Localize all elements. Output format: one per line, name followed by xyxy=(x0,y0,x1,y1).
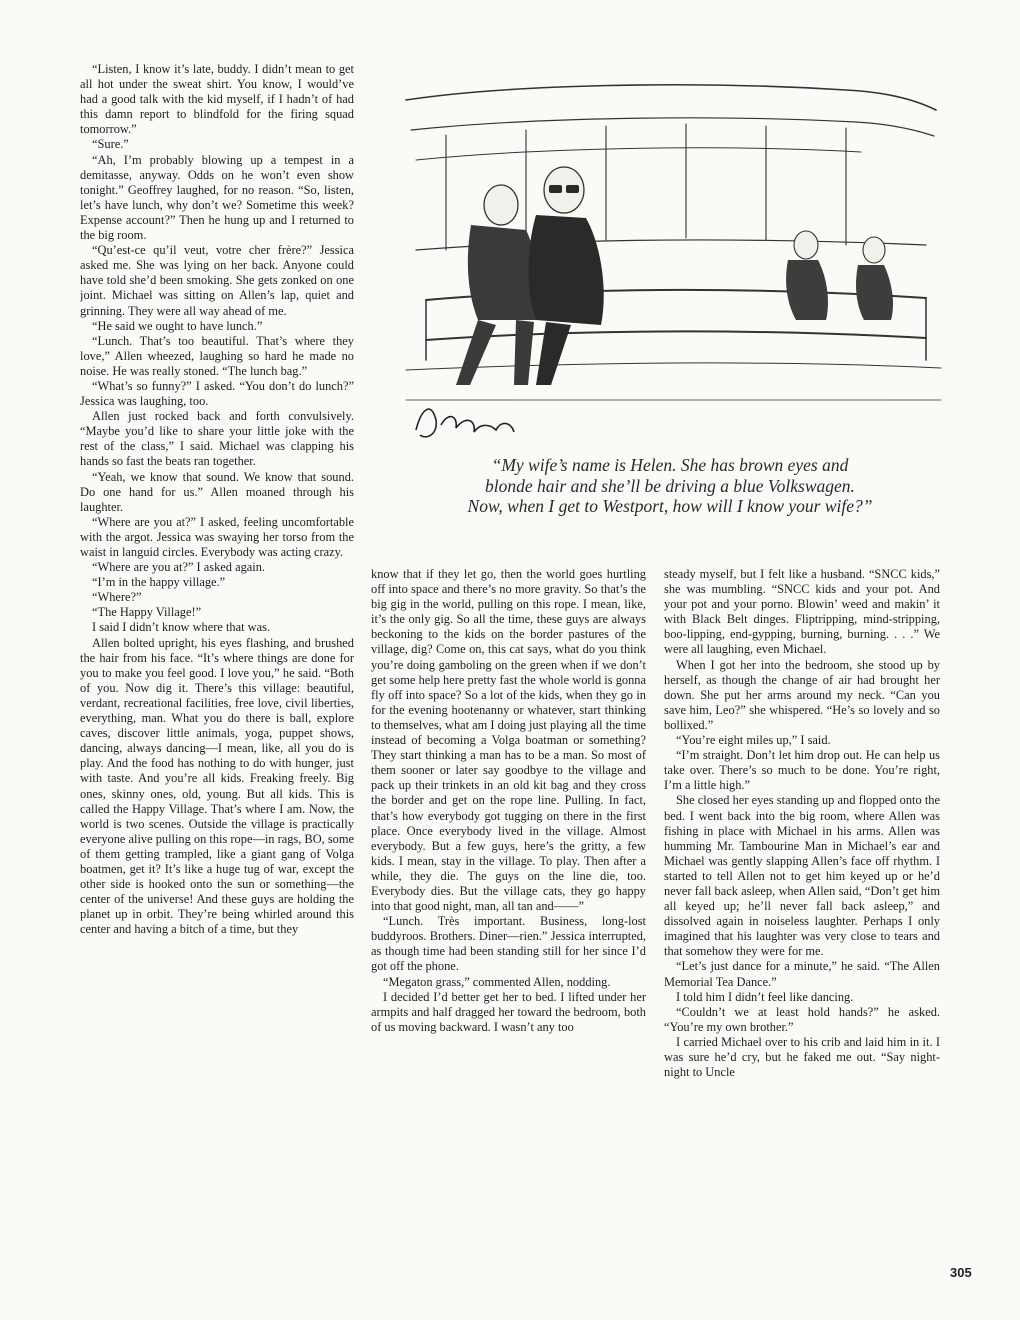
paragraph: “Megaton grass,” commented Allen, nodding. xyxy=(383,974,611,989)
paragraph: When I got her into the bedroom, she stood up by herself, as though the change of air had brought her down. She put her arms around my neck. “Can you save him, Leo?” she whispered. “He’s so lovely and so bollixed.” xyxy=(664,657,940,732)
train-car-drawing xyxy=(386,40,946,460)
paragraph: “Listen, I know it’s late, buddy. I didn’t mean to get all hot under the sweat shirt. You know, I would’ve had a good talk with the kid myself, if I hadn’t of had this damn report to blindfold for the firing squad tomorrow.” xyxy=(80,62,354,137)
caption-line: “My wife’s name is Helen. She has brown eyes and xyxy=(491,455,849,475)
paragraph: “The Happy Village!” xyxy=(92,605,202,620)
paragraph: “Ah, I’m probably blowing up a tempest in a demitasse, anyway. Odds on he won’t even show tonight.” Geoffrey laughed, for no reason. “So, listen, let’s have lunch, why don’t we? Sometime this week? Expense account?” Then he hung up and I returned to the big room. xyxy=(80,152,354,243)
paragraph: “What’s so funny?” I asked. “You don’t do lunch?” Jessica was laughing, too. xyxy=(80,378,354,409)
paragraph: “Let’s just dance for a minute,” he said. “The Allen Memorial Tea Dance.” xyxy=(664,959,940,989)
paragraph: “I’m in the happy village.” xyxy=(92,575,226,590)
paragraph: I decided I’d better get her to bed. I lifted under her armpits and half dragged her toward the bedroom, both of us moving backward. I wasn’t any too xyxy=(371,989,646,1034)
cartoon-caption xyxy=(380,455,960,517)
text-column-left xyxy=(80,62,354,1284)
paragraph: I carried Michael over to his crib and laid him in it. I was sure he’d cry, but he faked me out. “Say night-night to Uncle xyxy=(664,1034,940,1080)
paragraph: I told him I didn’t feel like dancing. xyxy=(676,989,854,1004)
page-number: 305 xyxy=(950,1265,972,1280)
paragraph: Allen bolted upright, his eyes flashing, and brushed the hair from his face. “It’s where things are done for you to make you feel good. I love you,” he said. “Both of you. Now dig it. There’s this village: beautiful, verdant, recreational facilities, free love, civil liberties, everything, man. What you do there is ball, explore caves, discover little animals, yoga, puppet shows, dancing, always dancing—I mean, like, all you do is play. And the food has nothing to do with hunger, just with taste. And you’re all kids. Freaking freely. Big ones, skinny ones, old, young. But all kids. This is called the Happy Village. That’s where I am. Now, the world is two scenes. Outside the village is practically everyone alive pulling on this rope—in rags, BO, some of them getting trampled, like a giant gang of Volga boatmen, get it? It’s like a huge tug of war, except the other side is hooked onto the sun or something—the center of the universe! And these guys are holding the planet up in orbit. They’re being whirled around this center and having a bitch of a time, but they xyxy=(80,635,354,937)
paragraph: “Couldn’t we at least hold hands?” he asked. “You’re my own brother.” xyxy=(664,1004,940,1034)
paragraph: “I’m straight. Don’t let him drop out. He can help us take over. There’s so much to be done. You’re right, I’m a little high.” xyxy=(664,748,940,793)
paragraph: She closed her eyes standing up and flopped onto the bed. I went back into the big room, where Allen was fishing in place with Michael in his arms. Allen was humming Mr. Tambourine Man in Michael’s ear and Michael was gently slapping Allen’s face off rhythm. I started to tell Allen not to get him keyed up or he’d never fall back asleep, when Allen said, “Don’t get him all keyed up; he’ll never fall back asleep,” and dissolved again in noiseless laughter. Perhaps I only imagined that his laughter was very close to tears and that somehow they were for me. xyxy=(664,793,940,959)
paragraph: “Sure.” xyxy=(92,137,129,152)
paragraph: Allen just rocked back and forth convulsively. “Maybe you’d like to share your little joke with the rest of the class,” I said. Michael was clapping his hands so fast the beats ran together. xyxy=(80,409,354,469)
text-column-right xyxy=(664,567,940,1284)
paragraph: “Yeah, we know that sound. We know that sound. Do one hand for us.” Allen moaned through his laughter. xyxy=(80,469,354,514)
paragraph: “Lunch. That’s too beautiful. That’s where they love,” Allen wheezed, laughing so hard he made no noise. He was really stoned. “The lunch bag.” xyxy=(80,333,354,378)
text-column-middle xyxy=(371,567,646,1284)
caption-line: Now, when I get to Westport, how will I know your wife?” xyxy=(467,496,873,516)
artist-signature-mark xyxy=(416,409,514,437)
paragraph: “Qu’est-ce qu’il veut, votre cher frère?” Jessica asked me. She was lying on her back. Anyone could have told she’d been smoking. She gets zonked on one joint. Michael was sitting on Allen’s lap, quiet and grinning. They were all way ahead of me. xyxy=(80,243,354,318)
caption-line: blonde hair and she’ll be driving a blue Volkswagen. xyxy=(485,475,855,496)
paragraph: “Lunch. Très important. Business, long-lost buddyroos. Brothers. Diner—rien.” Jessica interrupted, as though time had been standing still for her since I’d got off the phone. xyxy=(371,914,646,974)
paragraph: “You’re eight miles up,” I said. xyxy=(676,733,831,748)
paragraph: “Where are you at?” I asked, feeling uncomfortable with the argot. Jessica was swaying her torso from the waist in languid circles. Everybody was acting crazy. xyxy=(80,514,354,559)
paragraph: I said I didn’t know where that was. xyxy=(92,620,271,635)
paragraph: know that if they let go, then the world goes hurtling off into space and there’s no more gravity. So that’s the big gig in the world, pulling on this rope. I mean, like, it’s the only gig. So all the time, these guys are always beckoning to the kids on the border pastures of the village, dig? Come on, this cat says, what do you think you’re doing gamboling on the green when if we don’t get some help here pretty fast the whole world is gonna fly off into space? So a lot of the kids, when they go in for the evening hootenanny or whatever, start thinking to themselves, what am I doing just playing all the time instead of becoming a Volga boatman or something? They start thinking a man has to be a man. So most of them sooner or later say goodbye to the village and pack up their trinkets in an old kit bag and they cross the border and get on the rope line. Pulling. In fact, that’s how everybody got tugging on there in the first place. Once everybody lived in the village. Almost everybody. But a few guys, here’s the gritty, a few kids. I mean, stay in the village. To play. Then after a while, they die. The guys on the line die, too. Everybody dies. But the village cats, they go happy into that good night, man, all tan and——” xyxy=(371,567,646,914)
paragraph: “He said we ought to have lunch.” xyxy=(92,318,263,333)
paragraph: “Where?” xyxy=(92,590,142,605)
paragraph: steady myself, but I felt like a husband. “SNCC kids,” she was mumbling. “SNCC kids and your pot. And your pot and your porno. Blowin’ weed and makin’ it with Black Belt dinges. Fliptripping, mind-stripping, boo-lipping, end-gypping, burning, burning. . . .” We were all laughing, even Michael. xyxy=(664,567,940,657)
paragraph: “Where are you at?” I asked again. xyxy=(92,560,266,575)
cartoon-illustration xyxy=(386,40,946,460)
